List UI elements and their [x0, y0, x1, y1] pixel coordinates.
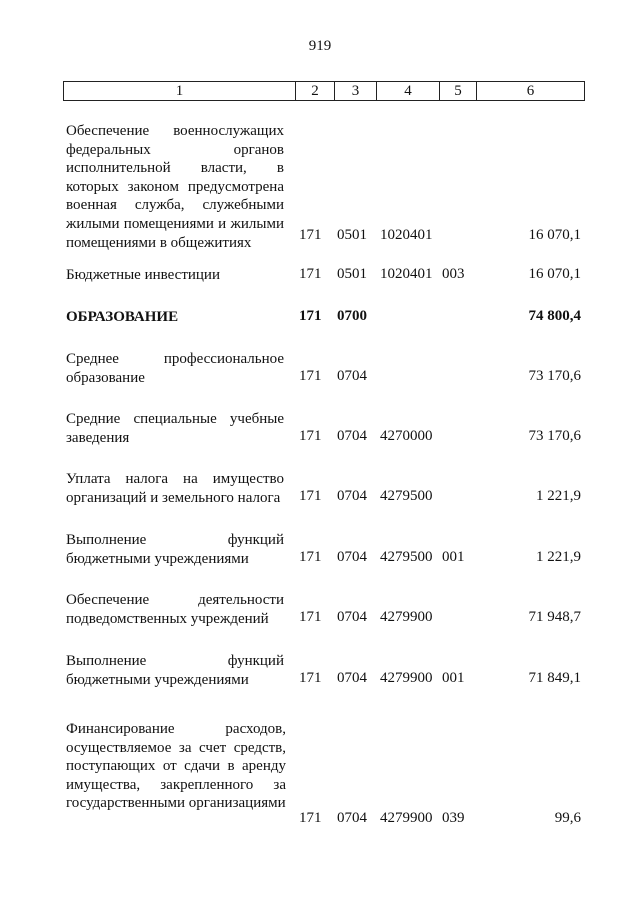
header-col-3: 3	[334, 82, 376, 100]
row-description: Финансирование расходов, осуществляемое за счет средств, поступающих от сдачи в аренду имущества, закрепленного за государственными организациями	[66, 721, 286, 812]
row-col-3: 0704	[337, 670, 367, 686]
row-description: Обеспечение военнослужащих федеральных органов исполнительной власти, в которых законом предусмотрена военная служба, служебными жилыми помещениями и жилыми помещениями в общежитиях	[66, 123, 284, 251]
row-col-2: 171	[299, 609, 322, 625]
row-col-3: 0704	[337, 488, 367, 504]
header-col-6: 6	[476, 82, 584, 100]
row-col-5: 003	[442, 266, 465, 282]
row-description: Выполнение функций бюджетными учреждениями	[66, 532, 284, 567]
row-col-3: 0704	[337, 609, 367, 625]
page-number: 919	[308, 38, 332, 54]
row-col-2: 171	[299, 670, 322, 686]
row-col-6: 16 070,1	[528, 227, 581, 243]
row-col-5: 001	[442, 670, 465, 686]
header-col-1: 1	[175, 83, 184, 99]
row-col-2: 171	[299, 227, 322, 243]
row-col-3: 0501	[337, 266, 367, 282]
row-description: Уплата налога на имущество организаций и земельного налога	[66, 471, 284, 506]
row-col-6: 73 170,6	[528, 428, 581, 444]
row-col-3: 0501	[337, 227, 367, 243]
row-col-5: 001	[442, 549, 465, 565]
row-col-4: 4279900	[380, 609, 433, 625]
header-col-2: 2	[295, 82, 334, 100]
row-col-2: 171	[299, 488, 322, 504]
row-description: ОБРАЗОВАНИЕ	[66, 309, 179, 325]
row-col-6: 71 849,1	[528, 670, 581, 686]
row-col-4: 1020401	[380, 227, 433, 243]
row-description: Бюджетные инвестиции	[66, 267, 220, 283]
row-col-4: 4270000	[380, 428, 433, 444]
row-col-3: 0704	[337, 428, 367, 444]
row-col-3: 0704	[337, 368, 367, 384]
row-col-3: 0704	[337, 549, 367, 565]
row-col-2: 171	[299, 810, 322, 826]
row-col-6: 1 221,9	[536, 549, 581, 565]
row-col-4: 4279900	[380, 670, 433, 686]
row-col-6: 73 170,6	[528, 368, 581, 384]
row-col-2: 171	[299, 549, 322, 565]
row-col-2: 171	[299, 428, 322, 444]
header-col-5: 5	[439, 82, 476, 100]
row-description: Обеспечение деятельности подведомственных учреждений	[66, 592, 284, 627]
row-col-5: 039	[442, 810, 465, 826]
table-header	[63, 81, 585, 101]
row-col-6: 74 800,4	[528, 308, 581, 324]
row-col-3: 0704	[337, 810, 367, 826]
row-col-4: 1020401	[380, 266, 433, 282]
row-col-4: 4279500	[380, 549, 433, 565]
row-col-4: 4279500	[380, 488, 433, 504]
row-col-2: 171	[299, 266, 322, 282]
row-col-3: 0700	[337, 308, 367, 324]
row-col-6: 16 070,1	[528, 266, 581, 282]
row-col-4: 4279900	[380, 810, 433, 826]
row-col-2: 171	[299, 368, 322, 384]
row-col-6: 99,6	[554, 810, 581, 826]
row-description: Выполнение функций бюджетными учреждениями	[66, 653, 284, 688]
header-col-4: 4	[376, 82, 439, 100]
row-col-6: 71 948,7	[528, 609, 581, 625]
row-col-2: 171	[299, 308, 322, 324]
row-description: Среднее профессиональное образование	[66, 351, 284, 386]
row-description: Средние специальные учебные заведения	[66, 411, 284, 446]
row-col-6: 1 221,9	[536, 488, 581, 504]
